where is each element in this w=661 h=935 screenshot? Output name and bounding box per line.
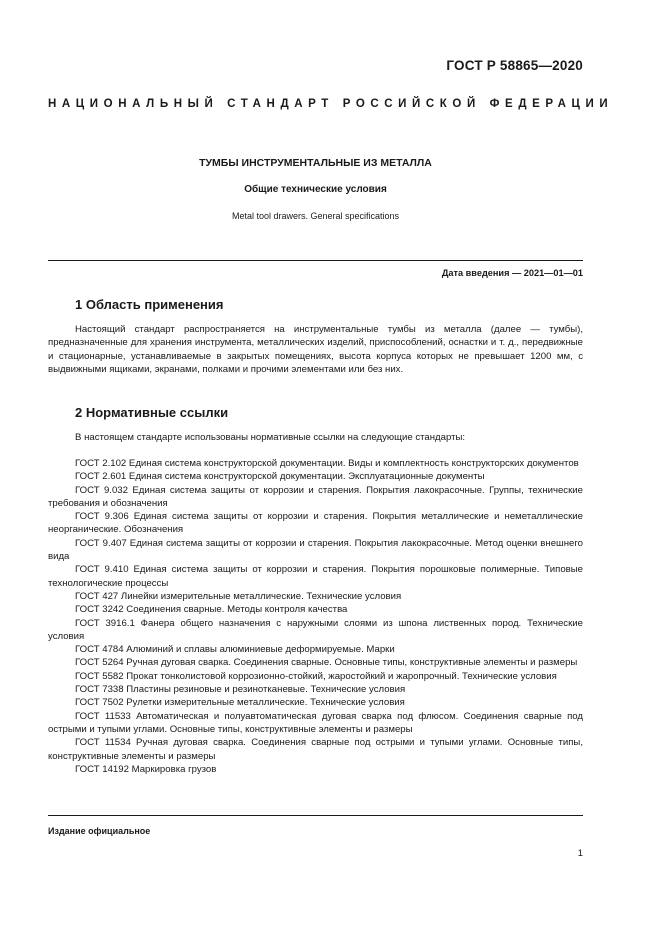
page-number: 1	[577, 848, 583, 859]
reference-item: ГОСТ 427 Линейки измерительные металлические. Технические условия	[75, 590, 402, 602]
section-2-intro: В настоящем стандарте использованы нормативные ссылки на следующие стандарты:	[75, 432, 466, 443]
reference-item: ГОСТ 9.032 Единая система защиты от коррозии и старения. Покрытия лакокрасочные. Группы, технические требования и обозначения	[48, 484, 583, 509]
section-2-heading: 2 Нормативные ссылки	[75, 405, 229, 420]
normative-references-list	[48, 457, 583, 776]
gost-number: ГОСТ Р 58865—2020	[446, 58, 583, 73]
reference-item: ГОСТ 3916.1 Фанера общего назначения с наружными слоями из шпона лиственных пород. Технические условия	[48, 617, 583, 642]
reference-item: ГОСТ 2.102 Единая система конструкторской документации. Виды и комплектность конструкторских документов	[75, 458, 579, 469]
reference-item: ГОСТ 7502 Рулетки измерительные металлические. Технические условия	[75, 697, 405, 709]
document-title: ТУМБЫ ИНСТРУМЕНТАЛЬНЫЕ ИЗ МЕТАЛЛА	[199, 157, 432, 169]
reference-item: ГОСТ 11533 Автоматическая и полуавтоматическая дуговая сварка под флюсом. Соединения сварные под острыми и тупыми углами. Основные типы, конструктивные элементы и размеры	[48, 710, 583, 735]
document-subtitle: Общие технические условия	[244, 184, 387, 195]
title-divider	[48, 260, 583, 261]
national-standard-title: НАЦИОНАЛЬНЫЙ СТАНДАРТ РОССИЙСКОЙ ФЕДЕРАЦИИ	[48, 98, 614, 110]
reference-item: ГОСТ 2.601 Единая система конструкторской документации. Эксплуатационные документы	[75, 471, 485, 483]
reference-item: ГОСТ 14192 Маркировка грузов	[75, 763, 217, 775]
document-english-title: Metal tool drawers. General specifications	[231, 211, 400, 221]
reference-item: ГОСТ 3242 Соединения сварные. Методы контроля качества	[75, 604, 348, 616]
edition-label: Издание официальное	[48, 826, 151, 836]
reference-item: ГОСТ 9.410 Единая система защиты от коррозии и старения. Покрытия порошковые полимерные. Типовые технологические процессы	[48, 564, 583, 589]
section-1-heading: 1 Область применения	[75, 297, 224, 312]
reference-item: ГОСТ 9.306 Единая система защиты от коррозии и старения. Покрытия металлические и неметаллические неорганические. Обозначения	[48, 511, 583, 536]
reference-item: ГОСТ 7338 Пластины резиновые и резинотканевые. Технические условия	[75, 684, 406, 696]
reference-item: ГОСТ 11534 Ручная дуговая сварка. Соединения сварные под острыми и тупыми углами. Основные типы, конструктивные элементы и размеры	[48, 737, 583, 762]
effective-date: Дата введения — 2021—01—01	[441, 268, 583, 278]
reference-item: ГОСТ 5582 Прокат тонколистовой коррозионно-стойкий, жаростойкий и жаропрочный. Технические условия	[75, 670, 557, 682]
reference-item: ГОСТ 9.407 Единая система защиты от коррозии и старения. Покрытия лакокрасочные. Метод оценки внешнего вида	[48, 537, 583, 563]
reference-item: ГОСТ 4784 Алюминий и сплавы алюминиевые деформируемые. Марки	[75, 644, 395, 656]
section-1-text: Настоящий стандарт распространяется на инструментальные тумбы из металла (далее — тумбы), предназначенные для хранения инструмента, металлических изделий, приспособлений, оснастки и т. д., передвижные и стационарные, устанавливаемые в закрытых помещениях, высота корпуса которых не превышает 1200 мм, с выдвижными ящиками, экранами, полками и прочими элементами или без них.	[48, 324, 583, 375]
footer-divider	[48, 815, 583, 816]
reference-item: ГОСТ 5264 Ручная дуговая сварка. Соединения сварные. Основные типы, конструктивные элементы и размеры	[75, 657, 578, 669]
